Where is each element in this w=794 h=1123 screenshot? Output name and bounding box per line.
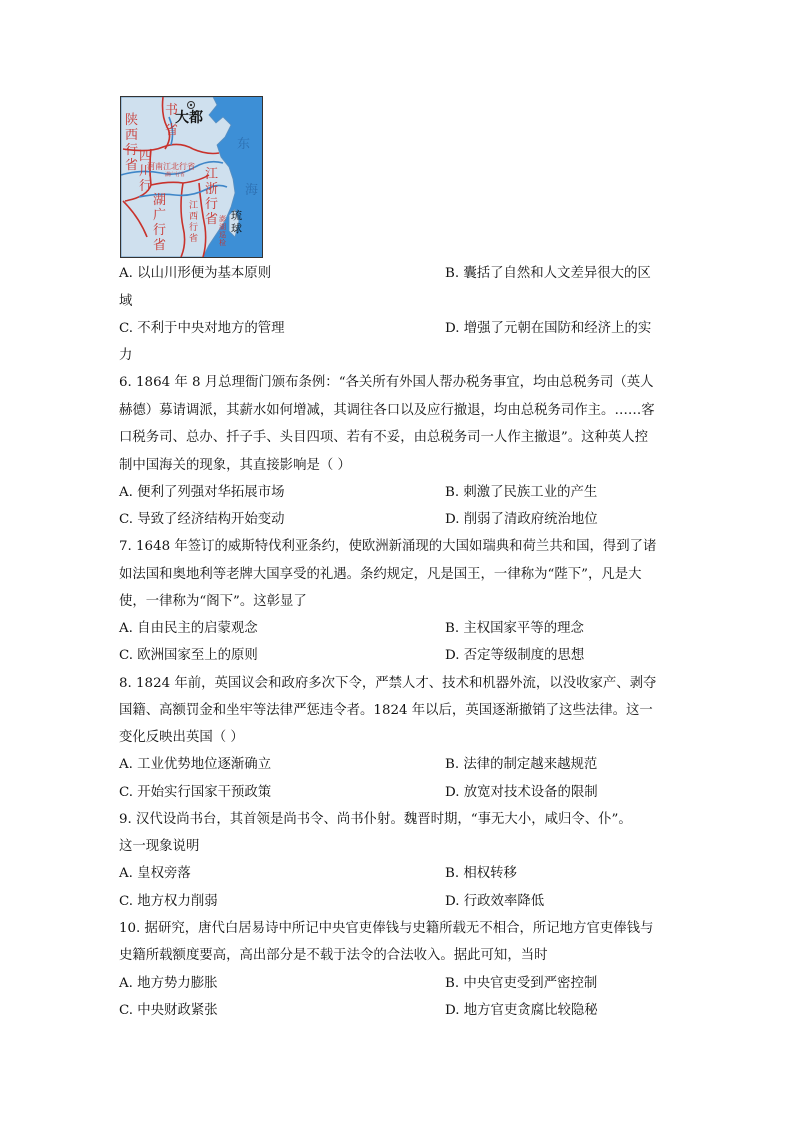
q7-stem-line2: 如法国和奥地利等老牌大国享受的礼遇。条约规定，凡是国王，一律称为“陛下”，凡是大 — [119, 567, 642, 582]
map-label-ocean-hai: 海 — [245, 183, 259, 198]
q10-option-c: C. 中央财政紧张 — [119, 1003, 218, 1018]
map-label-henan-sub: 湖广行省 — [165, 172, 186, 178]
q5-option-d-wrap: 力 — [119, 348, 133, 363]
map-label-henan: 河南江北行省 — [147, 162, 195, 171]
q8-stem-line3: 变化反映出英国（ ） — [119, 730, 244, 745]
yuan-provinces-map — [120, 96, 263, 258]
q6-stem-line2: 赫德）募请调派，其薪水如何增减，其调往各口以及应行撤退，均由总税务司作主。……客 — [119, 403, 655, 418]
map-label-ocean-dong: 东 — [237, 137, 251, 152]
q8-option-c: C. 开始实行国家干预政策 — [119, 785, 272, 800]
q7-option-b: B. 主权国家平等的理念 — [445, 621, 584, 636]
q6-option-a: A. 便利了列强对华拓展市场 — [119, 485, 285, 500]
q8-option-d: D. 放宽对技术设备的限制 — [445, 785, 598, 800]
map-label-sichuan: 四川行 — [139, 149, 153, 194]
map-label-sheng: 省 — [165, 123, 179, 138]
map-label-jiangxi: 江西行省 — [189, 201, 199, 244]
q9-option-d: D. 行政效率降低 — [445, 894, 545, 909]
q5-option-b: B. 囊括了自然和人文差异很大的区 — [445, 266, 651, 281]
q6-stem-line4: 制中国海关的现象，其直接影响是（ ） — [119, 458, 351, 473]
q9-stem-line2: 这一现象说明 — [119, 839, 200, 854]
q8-stem-line1: 8. 1824 年前，英国议会和政府多次下令，严禁人才、技术和机器外流，以没收家产、剥夺 — [119, 676, 657, 691]
q6-stem-line1: 6. 1864 年 8 月总理衙门颁布条例：“各关所有外国人帮办税务事宜，均由总税务司（英人 — [119, 375, 654, 390]
q8-stem-line2: 国籍、高额罚金和坐牢等法律严惩违令者。1824 年以后，英国逐渐撤销了这些法律。这一 — [119, 703, 653, 718]
q10-option-b: B. 中央官吏受到严密控制 — [445, 976, 598, 991]
map-label-shu: 书 — [165, 103, 179, 118]
q10-stem-line2: 史籍所载额度要高，高出部分是不载于法令的合法收入。据此可知，当时 — [119, 948, 548, 963]
map-label-jiangzhe: 江浙行省 — [205, 167, 219, 227]
q8-option-b: B. 法律的制定越来越规范 — [445, 757, 598, 772]
q6-option-c: C. 导致了经济结构开始变动 — [119, 512, 285, 527]
q5-option-a: A. 以山川形便为基本原则 — [119, 266, 272, 281]
q5-option-c: C. 不利于中央对地方的管理 — [119, 321, 285, 336]
q10-stem-line1: 10. 据研究，唐代白居易诗中所记中央官吏俸钱与史籍所载无不相合，所记地方官吏俸钱与 — [119, 921, 654, 936]
q7-option-a: A. 自由民主的启蒙观念 — [119, 621, 258, 636]
q10-option-a: A. 地方势力膨胀 — [119, 976, 218, 991]
q9-option-a: A. 皇权旁落 — [119, 866, 191, 881]
q7-stem-line3: 使，一律称为“阁下”。这彰显了 — [119, 594, 307, 609]
map-label-shaanxi: 陕西行省 — [125, 113, 139, 173]
q5-option-d: D. 增强了元朝在国防和经济上的实 — [445, 321, 652, 336]
map-label-penghu: 澎湖巡检 — [219, 215, 226, 247]
q5-option-b-wrap: 域 — [119, 294, 133, 309]
map-label-liuqiu: 琉球 — [231, 209, 242, 235]
map-label-huguang: 湖广行省 — [153, 193, 167, 253]
q8-option-a: A. 工业优势地位逐渐确立 — [119, 757, 272, 772]
q7-stem-line1: 7. 1648 年签订的威斯特伐利亚条约，使欧洲新涌现的大国如瑞典和荷兰共和国，得到了诸 — [119, 539, 657, 554]
q7-option-c: C. 欧洲国家至上的原则 — [119, 648, 258, 663]
q9-stem-line1: 9. 汉代设尚书台，其首领是尚书令、尚书仆射。魏晋时期，“事无大小，咸归令、仆”。 — [119, 812, 632, 827]
q10-option-d: D. 地方官吏贪腐比较隐秘 — [445, 1003, 598, 1018]
q6-stem-line3: 口税务司、总办、扦子手、头目四项、若有不妥，由总税务司一人作主撤退”。这种英人控 — [119, 430, 649, 445]
q9-option-c: C. 地方权力削弱 — [119, 894, 218, 909]
map-label-dadu: 大都 — [175, 110, 203, 126]
q6-option-d: D. 削弱了清政府统治地位 — [445, 512, 598, 527]
q6-option-b: B. 刺激了民族工业的产生 — [445, 485, 598, 500]
q7-option-d: D. 否定等级制度的思想 — [445, 648, 585, 663]
q9-option-b: B. 相权转移 — [445, 866, 517, 881]
